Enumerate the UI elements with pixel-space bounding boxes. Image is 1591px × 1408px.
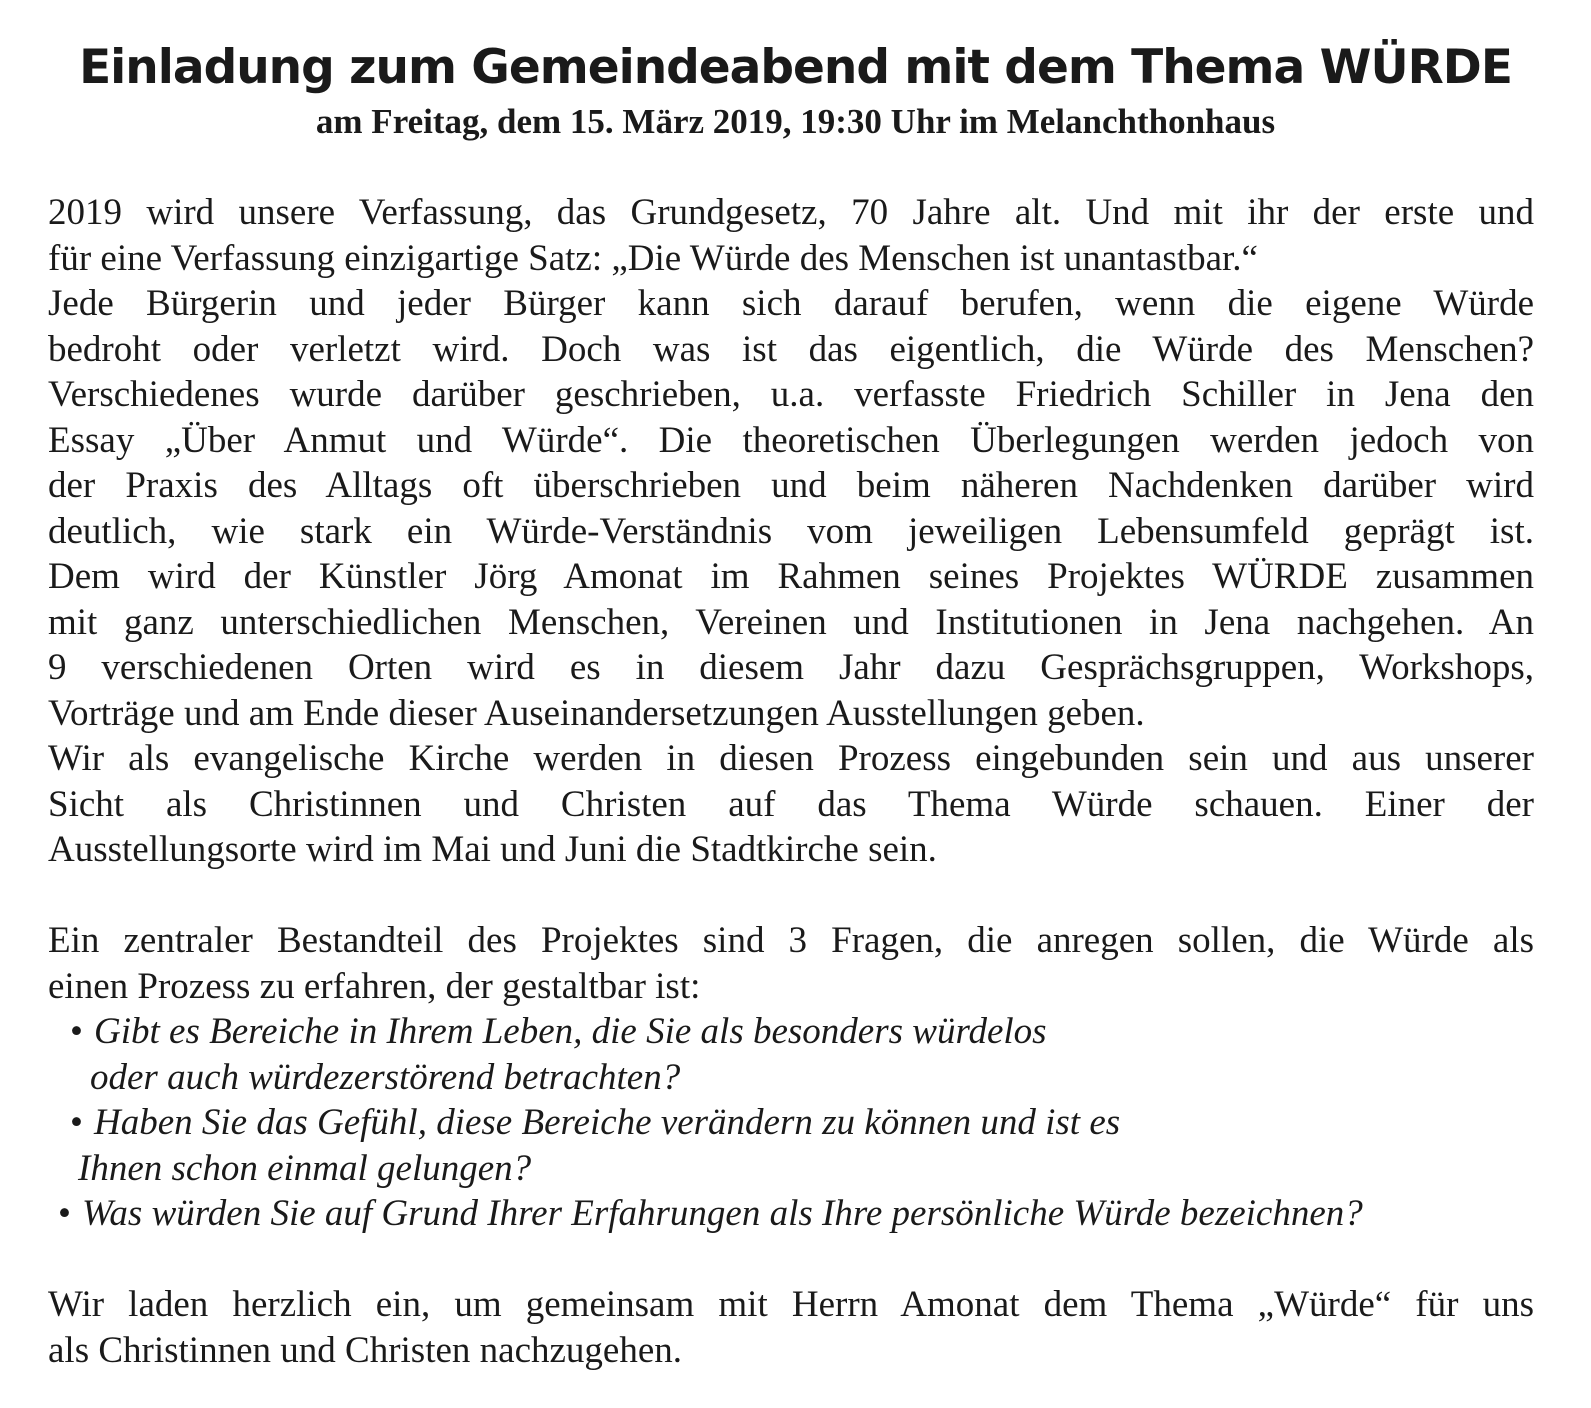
paragraph-line: der Praxis des Alltags oft überschrieben und beim näheren Nachdenken darüber wird: [48, 465, 1534, 506]
paragraph-line: bedroht oder verletzt wird. Doch was ist das eigentlich, die Würde des Menschen?: [48, 328, 1534, 370]
questions-list: [48, 1009, 1534, 1237]
question-item: [48, 1009, 1534, 1055]
paragraph-line: Dem wird der Künstler Jörg Amonat im Rahmen seines Projektes WÜRDE zusammen: [48, 556, 1534, 597]
question-text: Gibt es Bereiche in Ihrem Leben, die Sie als besonders würdelos: [94, 1011, 1047, 1052]
paragraph-line: 2019 wird unsere Verfassung, das Grundgesetz, 70 Jahre alt. Und mit ihr der erste und: [48, 192, 1534, 233]
paragraph-line: Sicht als Christinnen und Christen auf das Thema Würde schauen. Einer der: [48, 783, 1534, 825]
question-text: Haben Sie das Gefühl, diese Bereiche verändern zu können und ist es: [94, 1102, 1121, 1143]
event-details: am Freitag, dem 15. März 2019, 19:30 Uhr im Melanchthonhaus: [315, 102, 1276, 141]
paragraph-line: deutlich, wie stark ein Würde-Verständnis vom jeweiligen Lebensumfeld geprägt ist.: [48, 510, 1534, 552]
paragraph-spacer: [48, 873, 1534, 919]
bullet-icon: •: [58, 1193, 71, 1234]
intro-paragraph: [48, 190, 1534, 873]
closing-paragraph: [48, 1282, 1534, 1373]
questions-intro-paragraph: [48, 918, 1534, 1009]
body-text: [48, 190, 1534, 1373]
bullet-icon: •: [70, 1011, 83, 1052]
paragraph-line: Vorträge und am Ende dieser Auseinandersetzungen Ausstellungen geben.: [48, 692, 1145, 734]
bullet-icon: •: [70, 1102, 83, 1143]
paragraph-line: 9 verschiedenen Orten wird es in diesem Jahr dazu Gesprächsgruppen, Workshops,: [48, 647, 1534, 688]
question-continuation: Ihnen schon einmal gelungen?: [78, 1147, 532, 1189]
paragraph-line: einen Prozess zu erfahren, der gestaltbar ist:: [48, 965, 701, 1007]
paragraph-line: Wir als evangelische Kirche werden in diesen Prozess eingebunden sein und aus unserer: [48, 738, 1534, 779]
paragraph-line: Jede Bürgerin und jeder Bürger kann sich darauf berufen, wenn die eigene Würde: [48, 283, 1534, 324]
question-text: Was würden Sie auf Grund Ihrer Erfahrungen als Ihre persönliche Würde bezeichnen?: [82, 1193, 1363, 1234]
paragraph-line: für eine Verfassung einzigartige Satz: „Die Würde des Menschen ist unantastbar.“: [48, 237, 1258, 279]
paragraph-line: Ausstellungsorte wird im Mai und Juni die Stadtkirche sein.: [48, 829, 937, 870]
paragraph-line: Essay „Über Anmut und Würde“. Die theoretischen Überlegungen werden jedoch von: [48, 419, 1534, 461]
page-title: Einladung zum Gemeindeabend mit dem Thema WÜRDE: [79, 40, 1512, 95]
paragraph-line: Ein zentraler Bestandteil des Projektes sind 3 Fragen, die anregen sollen, die Würde als: [48, 920, 1534, 961]
paragraph-spacer: [48, 1237, 1534, 1283]
question-continuation: oder auch würdezerstörend betrachten?: [90, 1056, 681, 1098]
question-item: [48, 1100, 1534, 1146]
paragraph-line: als Christinnen und Christen nachzugehen.: [48, 1329, 683, 1371]
paragraph-line: Verschiedenes wurde darüber geschrieben, u.a. verfasste Friedrich Schiller in Jena den: [48, 374, 1534, 415]
paragraph-line: Wir laden herzlich ein, um gemeinsam mit Herrn Amonat dem Thema „Würde“ für uns: [48, 1284, 1534, 1325]
question-item: [48, 1191, 1534, 1237]
paragraph-line: mit ganz unterschiedlichen Menschen, Vereinen und Institutionen in Jena nachgehen. An: [48, 601, 1534, 643]
